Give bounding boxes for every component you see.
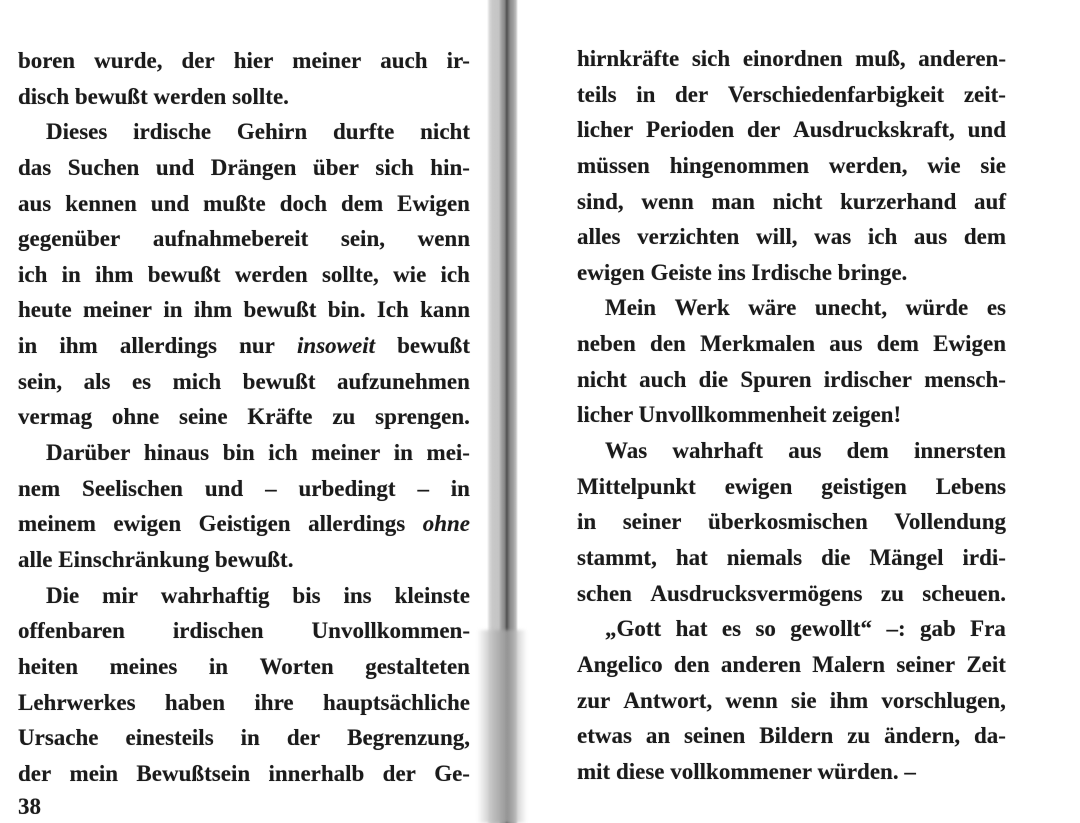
text-line: heiten meines in Worten gestalteten <box>18 653 470 679</box>
text-line: „Gott hat es so gewollt“ –: gab Fra <box>605 616 1006 642</box>
text-line: boren wurde, der hier meiner auch ir- <box>18 48 470 73</box>
text-line: disch bewußt werden sollte. <box>18 83 289 109</box>
left-page <box>18 43 470 791</box>
text-line: das Suchen und Drängen über sich hin- <box>18 154 470 180</box>
text-line: alles verzichten will, was ich aus dem <box>577 224 1006 250</box>
text-line: alle Einschränkung bewußt. <box>18 546 294 572</box>
page-lines <box>577 41 1006 789</box>
text-line: offenbaren irdischen Unvollkommen- <box>18 618 470 644</box>
text-line: Angelico den anderen Malern seiner Zeit <box>577 651 1006 677</box>
text-line: licher Unvollkommenheit zeigen! <box>577 402 902 428</box>
text-line: neben den Merkmalen aus dem Ewigen <box>577 331 1006 357</box>
text-line: gegenüber aufnahmebereit sein, wenn <box>18 226 470 252</box>
text-line: Was wahrhaft aus dem innersten <box>605 438 1006 464</box>
page-lines <box>18 43 470 791</box>
text-line: Dieses irdische Gehirn durfte nicht <box>46 119 470 145</box>
text-line: mit diese vollkommener würden. – <box>577 758 916 784</box>
text-line: Darüber hinaus bin ich meiner in mei- <box>46 440 470 466</box>
text-line: Ursache einesteils in der Begrenzung, <box>18 725 470 751</box>
text-line: Die mir wahrhaftig bis ins kleinste <box>46 582 470 608</box>
text-line: etwas an seinen Bildern zu ändern, da- <box>577 723 1006 749</box>
text-line: ewigen Geiste ins Irdische bringe. <box>577 259 908 285</box>
text-line: in ihm allerdings nur insoweit bewußt <box>18 333 470 359</box>
text-line: heute meiner in ihm bewußt bin. Ich kann <box>18 297 470 323</box>
page-number: 38 <box>18 794 41 819</box>
text-line: müssen hingenommen werden, wie sie <box>577 152 1006 178</box>
text-line: teils in der Verschiedenfarbigkeit zeit- <box>577 81 1006 107</box>
book-gutter-shadow-bottom <box>477 630 527 823</box>
text-line: Mein Werk wäre unecht, würde es <box>605 295 1006 321</box>
text-line: in seiner überkosmischen Vollendung <box>577 509 1006 535</box>
text-line: zur Antwort, wenn sie ihm vorschlugen, <box>577 687 1006 713</box>
right-page <box>577 41 1006 789</box>
text-line: nem Seelischen und – urbedingt – in <box>18 475 470 501</box>
text-line: vermag ohne seine Kräfte zu sprengen. <box>18 404 470 430</box>
text-line: der mein Bewußtsein innerhalb der Ge- <box>18 760 470 786</box>
text-line: stammt, hat niemals die Mängel irdi- <box>577 544 1006 570</box>
text-line: Lehrwerkes haben ihre hauptsächliche <box>18 689 470 715</box>
text-line: ich in ihm bewußt werden sollte, wie ich <box>18 261 470 287</box>
text-line: sein, als es mich bewußt aufzunehmen <box>18 368 470 394</box>
text-line: aus kennen und mußte doch dem Ewigen <box>18 190 470 216</box>
text-line: licher Perioden der Ausdruckskraft, und <box>577 117 1006 143</box>
text-line: schen Ausdrucksvermögens zu scheuen. <box>577 580 1006 606</box>
text-line: meinem ewigen Geistigen allerdings ohne <box>18 511 470 537</box>
text-line: hirnkräfte sich einordnen muß, anderen- <box>577 46 1006 71</box>
text-line: sind, wenn man nicht kurzerhand auf <box>577 188 1006 214</box>
text-line: Mittelpunkt ewigen geistigen Lebens <box>577 473 1006 499</box>
text-line: nicht auch die Spuren irdischer mensch- <box>577 366 1006 392</box>
